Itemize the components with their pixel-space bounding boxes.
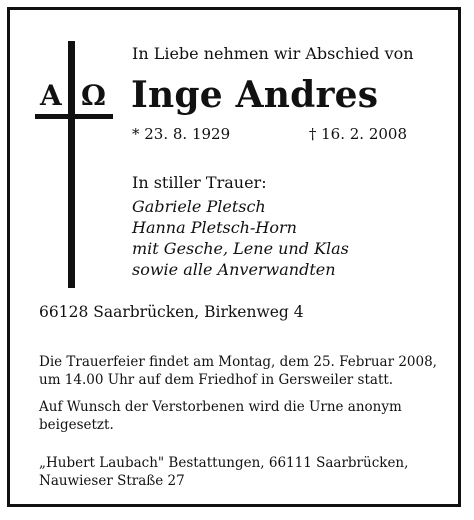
- urn-notice-line: beigesetzt.: [39, 416, 114, 433]
- mourner-name: Gabriele Pletsch: [132, 197, 266, 216]
- death-notice: [7, 7, 461, 507]
- mourner-name: mit Gesche, Lene und Klas: [132, 239, 349, 258]
- funeral-notice: [39, 354, 459, 389]
- mourner-name: Hanna Pletsch-Horn: [132, 218, 297, 237]
- undertaker-info: [39, 455, 459, 490]
- urn-notice: [39, 399, 459, 434]
- cross-vertical-bar: [68, 41, 75, 288]
- alpha-symbol: A: [40, 79, 62, 112]
- urn-notice-line: Auf Wunsch der Verstorbenen wird die Urne anonym: [39, 399, 402, 415]
- mourning-heading: In stiller Trauer:: [132, 173, 267, 192]
- omega-symbol: Ω: [81, 79, 106, 112]
- death-date: † 16. 2. 2008: [308, 125, 407, 143]
- mourner-name: sowie alle Anverwandten: [132, 260, 336, 279]
- deceased-name: Inge Andres: [131, 74, 379, 116]
- funeral-notice-line: Die Trauerfeier findet am Montag, dem 25. Februar 2008,: [39, 354, 437, 370]
- birth-date: * 23. 8. 1929: [132, 125, 231, 143]
- funeral-notice-line: um 14.00 Uhr auf dem Friedhof in Gersweiler statt.: [39, 371, 394, 388]
- mourners-list: [132, 196, 349, 280]
- undertaker-line: „Hubert Laubach" Bestattungen, 66111 Saarbrücken,: [39, 455, 409, 471]
- undertaker-line: Nauwieser Straße 27: [39, 472, 185, 489]
- intro-text: In Liebe nehmen wir Abschied von: [132, 44, 414, 63]
- cross-horizontal-bar: [35, 114, 113, 119]
- family-address: 66128 Saarbrücken, Birkenweg 4: [39, 303, 304, 321]
